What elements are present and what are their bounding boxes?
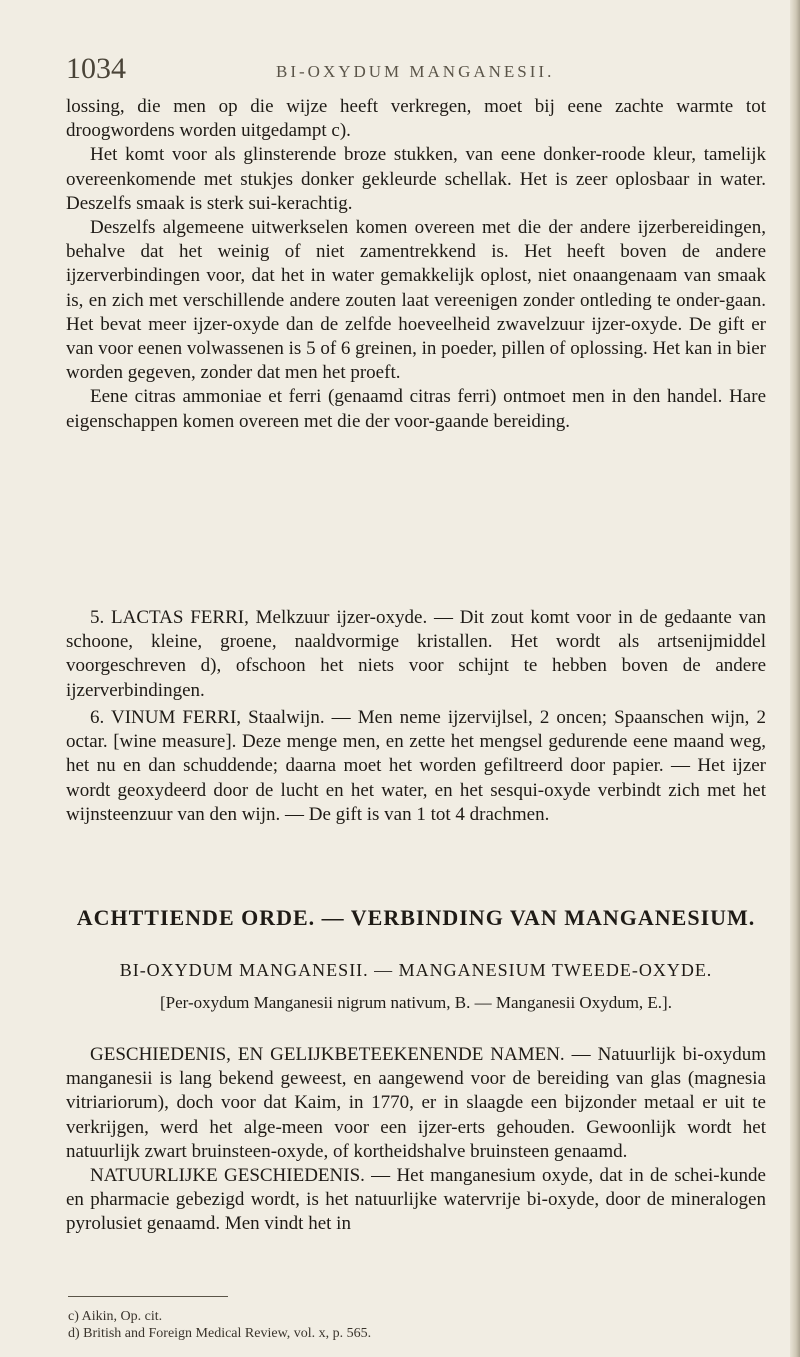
text-block-upper [66, 95, 766, 434]
running-title: BI-OXYDUM MANGANESII. [276, 62, 555, 81]
section-heading: ACHTTIENDE ORDE. — VERBINDING VAN MANGANESIUM. [76, 905, 756, 930]
footnotes [68, 1308, 371, 1342]
paragraph-citras: Eene citras ammoniae et ferri (genaamd citras ferri) ontmoet men in den handel. Hare eigenschappen komen overeen met die der voor-gaande bereiding. [66, 386, 766, 432]
footnote-c: c) Aikin, Op. cit. [68, 1309, 163, 1324]
text-block-lower [66, 1043, 766, 1237]
subsection-heading: BI-OXYDUM MANGANESII. — MANGANESIUM TWEEDE-OXYDE. [119, 960, 713, 980]
paragraph-het-komt: Het komt voor als glinsterende broze stukken, van eene donker-roode kleur, tamelijk overeenkomende met stukjes donker gekleurde schellak. Het is zeer oplosbaar in water. Deszelfs smaak is sterk sui-kerachtig. [66, 144, 766, 214]
running-head [66, 52, 736, 86]
synonyms-line: [Per-oxydum Manganesii nigrum nativum, B. — Manganesii Oxydum, E.]. [160, 993, 672, 1012]
page-edge [790, 0, 800, 1357]
paragraph-deszelfs: Deszelfs algemeene uitwerkselen komen overeen met die der andere ijzerbereidingen, behalve dat het weinig of niet zamentrekkend is. Het heeft boven de andere ijzerverbindingen voor, dat het in water gemakkelijk oplost, niet onaangenaam van smaak is, en zich met verschillende andere zouten laat vereenigen zonder ontleding te onder-gaan. Het bevat meer ijzer-oxyde dan de zelfde hoeveelheid zwavelzuur ijzer-oxyde. De gift er van voor eenen volwassenen is 5 of 6 greinen, in poeder, pillen of oplossing. Het kan in bier worden gegeven, zonder dat men het proeft. [66, 217, 766, 384]
paragraph-lossing: lossing, die men op die wijze heeft verkregen, moet bij eene zachte warmte tot droogwordens worden uitgedampt c). [66, 96, 766, 142]
paragraph-geschiedenis: GESCHIEDENIS, EN GELIJKBETEEKENENDE NAMEN. — Natuurlijk bi-oxydum manganesii is lang bekend geweest, en aangewend voor de bereiding van glas (magnesia vitriariorum), doch voor dat Kaim, in 1770, er in slaagde een bijzonder metaal er uit te verkrijgen, werd het alge-meen voor een ijzer-erts gehouden. Gewoonlijk wordt het natuurlijk zwart bruinsteen-oxyde, of kortheidshalve bruinsteen genaamd. [66, 1044, 766, 1162]
paragraph-natuurlijke-geschiedenis: NATUURLIJKE GESCHIEDENIS. — Het manganesium oxyde, dat in de schei-kunde en pharmacie gebezigd wordt, is het natuurlijke watervrije bi-oxyde, door de mineralogen pyrolusiet genaamd. Men vindt het in [66, 1165, 766, 1235]
text-block-vinum [66, 706, 766, 827]
paragraph-vinum-ferri: 6. VINUM FERRI, Staalwijn. — Men neme ijzervijlsel, 2 oncen; Spaanschen wijn, 2 octar. [wine measure]. Deze menge men, en zette het mengsel gedurende eene maand weg, het nu en dan schuddende; daarna moet het worden gefiltreerd door papier. — Het ijzer wordt geoxydeerd door de lucht en het water, en het sesqui-oxyde verbindt zich met het wijnsteenzuur van den wijn. — De gift is van 1 tot 4 drachmen. [66, 707, 766, 825]
page-number: 1034 [66, 52, 126, 85]
footnote-d: d) British and Foreign Medical Review, vol. x, p. 565. [68, 1326, 372, 1341]
footnote-rule [68, 1296, 228, 1297]
paragraph-lactas-ferri: 5. LACTAS FERRI, Melkzuur ijzer-oxyde. — Dit zout komt voor in de gedaante van schoone, kleine, groene, naaldvormige kristallen. Het wordt als artsenijmiddel voorgeschreven d), ofschoon het niets voor schijnt te hebben boven de andere ijzerverbindingen. [66, 607, 766, 701]
text-block-lactas [66, 606, 766, 703]
